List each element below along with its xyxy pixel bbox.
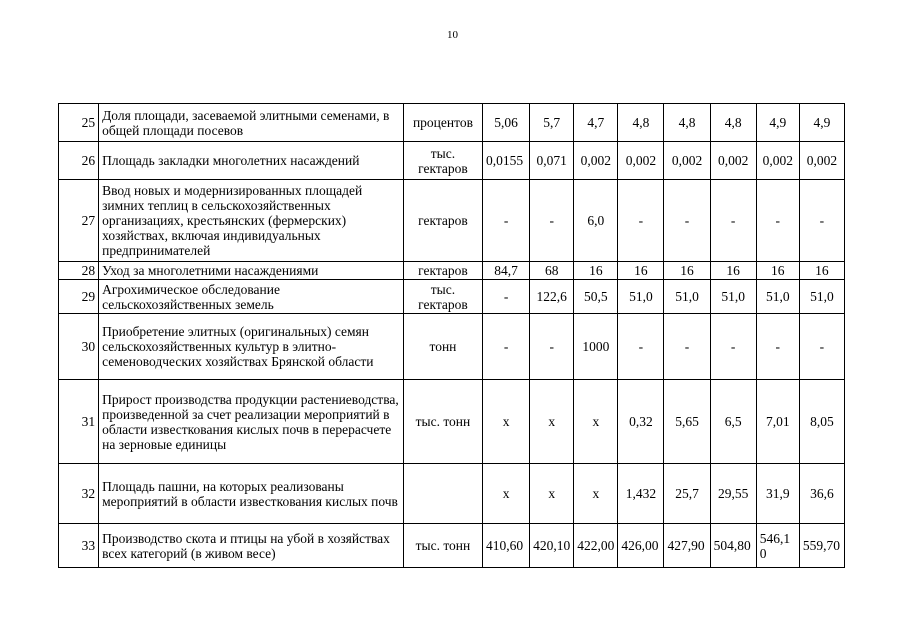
value-cell: - — [756, 180, 799, 262]
value-cell: 0,0155 — [483, 142, 530, 180]
value-cell: 16 — [618, 262, 664, 280]
value-cell: 51,0 — [664, 280, 710, 314]
value-cell: 504,80 — [710, 524, 756, 568]
indicator-name: Прирост производства продукции растениеводства, произведенной за счет реализации мероприятий в области известкования кислых почв в перерасчете на зерновые единицы — [99, 380, 404, 464]
value-cell: - — [756, 314, 799, 380]
table-row — [59, 380, 845, 464]
value-cell: 1,432 — [618, 464, 664, 524]
value-cell: 4,9 — [756, 104, 799, 142]
value-cell: 0,002 — [756, 142, 799, 180]
value-cell: 0,002 — [710, 142, 756, 180]
value-cell: 4,9 — [799, 104, 844, 142]
value-cell: 559,70 — [799, 524, 844, 568]
value-cell: 0,002 — [664, 142, 710, 180]
value-cell: 16 — [756, 262, 799, 280]
value-cell: 122,6 — [530, 280, 574, 314]
value-cell: 426,00 — [618, 524, 664, 568]
value-cell: - — [710, 180, 756, 262]
value-cell: х — [483, 380, 530, 464]
indicator-name: Приобретение элитных (оригинальных) семян сельскохозяйственных культур в элитно-семеноводческих хозяйствах Брянской области — [99, 314, 404, 380]
value-cell: 16 — [710, 262, 756, 280]
value-cell: 4,8 — [710, 104, 756, 142]
value-cell: - — [618, 314, 664, 380]
value-cell: 6,5 — [710, 380, 756, 464]
value-cell: 7,01 — [756, 380, 799, 464]
page-number: 10 — [447, 29, 458, 41]
value-cell: - — [530, 314, 574, 380]
value-cell: 420,10 — [530, 524, 574, 568]
value-cell: х — [530, 380, 574, 464]
table-row — [59, 104, 845, 142]
table-row — [59, 464, 845, 524]
indicators-table — [58, 103, 845, 568]
row-number: 26 — [59, 142, 99, 180]
value-cell: 5,7 — [530, 104, 574, 142]
value-cell: 51,0 — [710, 280, 756, 314]
value-cell: 16 — [664, 262, 710, 280]
value-cell: х — [483, 464, 530, 524]
value-cell: - — [483, 314, 530, 380]
value-cell: 0,32 — [618, 380, 664, 464]
value-cell: 6,0 — [574, 180, 618, 262]
unit-cell: гектаров — [403, 180, 482, 262]
unit-cell — [403, 464, 482, 524]
value-cell: 16 — [574, 262, 618, 280]
value-cell: - — [799, 314, 844, 380]
unit-cell: тыс. тонн — [403, 524, 482, 568]
unit-cell: процентов — [403, 104, 482, 142]
value-cell: - — [799, 180, 844, 262]
value-cell: 84,7 — [483, 262, 530, 280]
value-cell: 410,60 — [483, 524, 530, 568]
unit-cell: тыс. гектаров — [403, 280, 482, 314]
value-cell: 68 — [530, 262, 574, 280]
table-row — [59, 142, 845, 180]
value-cell: 0,002 — [574, 142, 618, 180]
value-cell: 0,002 — [618, 142, 664, 180]
value-cell: - — [530, 180, 574, 262]
value-cell: 4,8 — [618, 104, 664, 142]
row-number: 29 — [59, 280, 99, 314]
table-row — [59, 524, 845, 568]
value-cell: 4,7 — [574, 104, 618, 142]
value-cell: 36,6 — [799, 464, 844, 524]
unit-cell: гектаров — [403, 262, 482, 280]
row-number: 25 — [59, 104, 99, 142]
indicator-name: Доля площади, засеваемой элитными семенами, в общей площади посевов — [99, 104, 404, 142]
value-cell: 546,10 — [756, 524, 799, 568]
row-number: 28 — [59, 262, 99, 280]
value-cell: - — [664, 180, 710, 262]
indicator-name: Агрохимическое обследование сельскохозяйственных земель — [99, 280, 404, 314]
value-cell: 31,9 — [756, 464, 799, 524]
row-number: 32 — [59, 464, 99, 524]
table-row — [59, 280, 845, 314]
indicator-name: Ввод новых и модернизированных площадей зимних теплиц в сельскохозяйственных организациях, крестьянских (фермерских) хозяйствах, включая индивидуальных предпринимателей — [99, 180, 404, 262]
indicator-name: Производство скота и птицы на убой в хозяйствах всех категорий (в живом весе) — [99, 524, 404, 568]
row-number: 27 — [59, 180, 99, 262]
value-cell: 0,002 — [799, 142, 844, 180]
value-cell: 5,65 — [664, 380, 710, 464]
indicator-name: Площадь закладки многолетних насаждений — [99, 142, 404, 180]
value-cell: х — [530, 464, 574, 524]
value-cell: 0,071 — [530, 142, 574, 180]
value-cell: 25,7 — [664, 464, 710, 524]
unit-cell: тонн — [403, 314, 482, 380]
indicator-name: Площадь пашни, на которых реализованы мероприятий в области известкования кислых почв — [99, 464, 404, 524]
value-cell: х — [574, 464, 618, 524]
table-row — [59, 262, 845, 280]
value-cell: - — [618, 180, 664, 262]
value-cell: 16 — [799, 262, 844, 280]
value-cell: 5,06 — [483, 104, 530, 142]
value-cell: 51,0 — [799, 280, 844, 314]
value-cell: х — [574, 380, 618, 464]
indicator-name: Уход за многолетними насаждениями — [99, 262, 404, 280]
row-number: 33 — [59, 524, 99, 568]
unit-cell: тыс. гектаров — [403, 142, 482, 180]
value-cell: 8,05 — [799, 380, 844, 464]
table-row — [59, 314, 845, 380]
value-cell: 4,8 — [664, 104, 710, 142]
value-cell: 427,90 — [664, 524, 710, 568]
value-cell: 1000 — [574, 314, 618, 380]
value-cell: - — [664, 314, 710, 380]
value-cell: 29,55 — [710, 464, 756, 524]
value-cell: - — [710, 314, 756, 380]
unit-cell: тыс. тонн — [403, 380, 482, 464]
value-cell: 51,0 — [618, 280, 664, 314]
value-cell: - — [483, 280, 530, 314]
value-cell: 422,00 — [574, 524, 618, 568]
row-number: 30 — [59, 314, 99, 380]
value-cell: 51,0 — [756, 280, 799, 314]
value-cell: 50,5 — [574, 280, 618, 314]
table-row — [59, 180, 845, 262]
value-cell: - — [483, 180, 530, 262]
row-number: 31 — [59, 380, 99, 464]
